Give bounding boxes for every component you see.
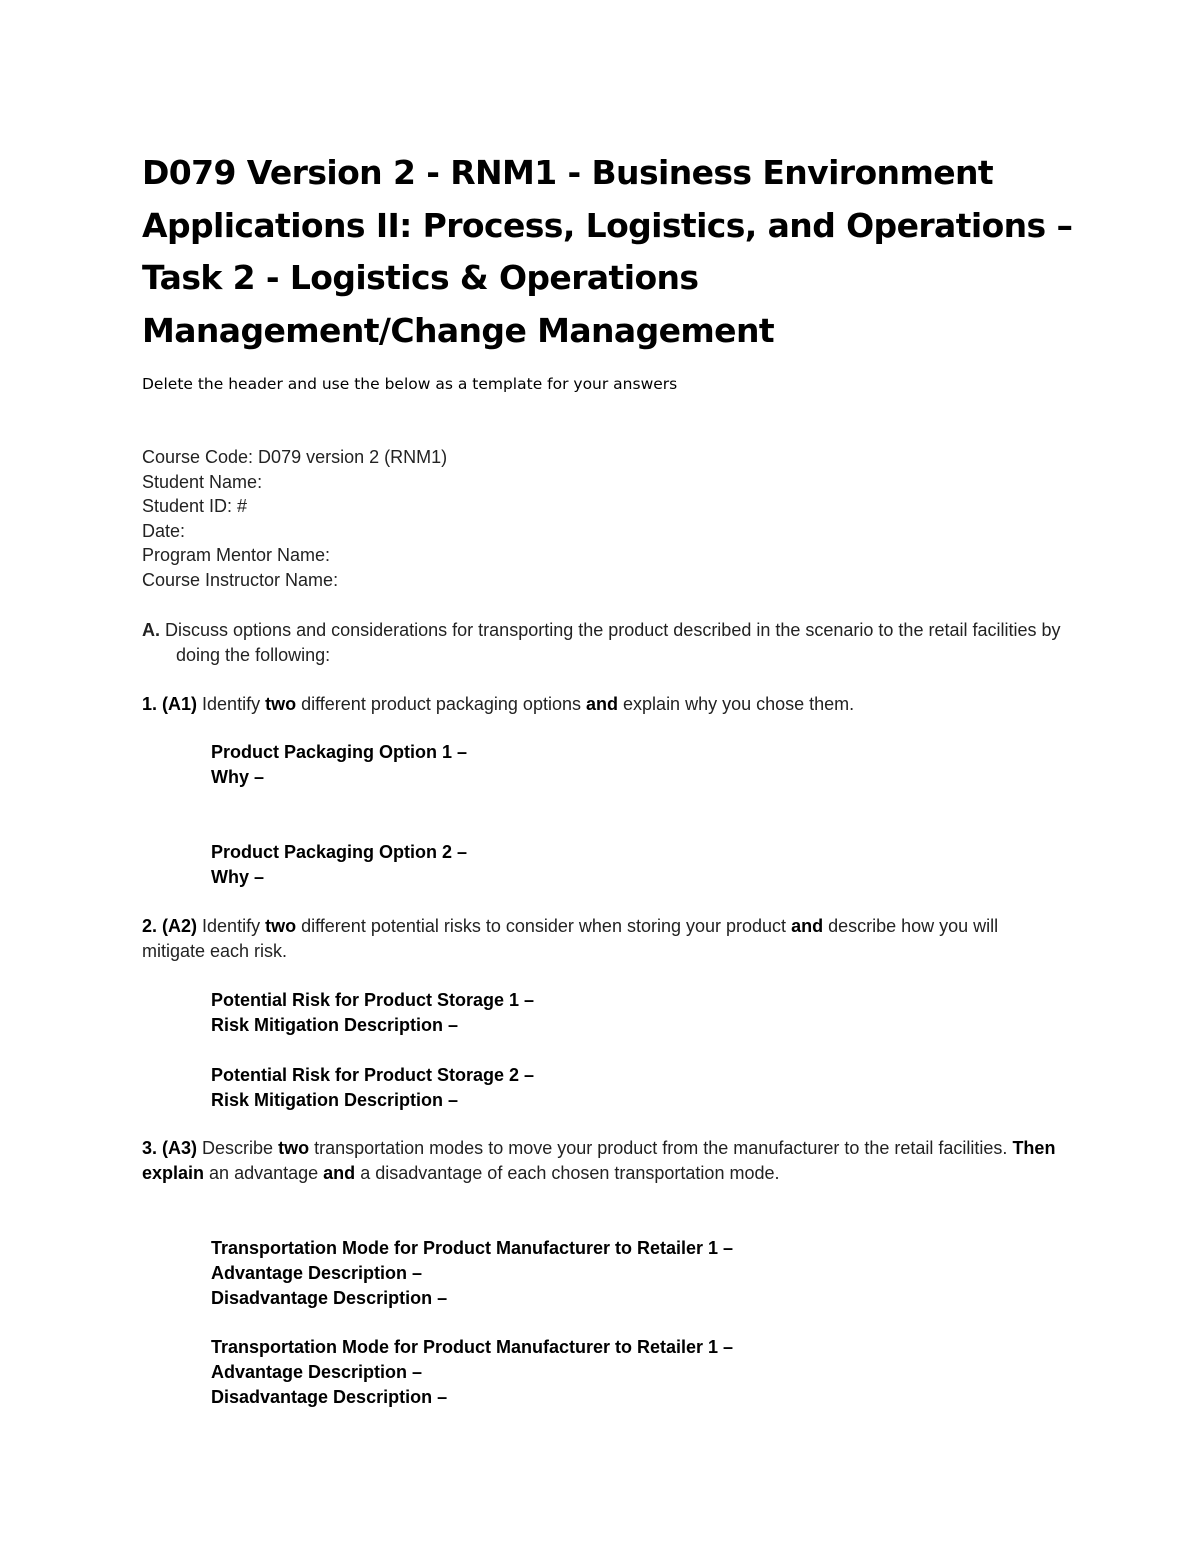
answer-field-label: Advantage Description –	[211, 1263, 423, 1283]
date-line: Date:	[142, 520, 186, 541]
answer-block-a3-mode2	[211, 1335, 733, 1410]
question-a2	[142, 914, 1062, 964]
course-code-line: Course Code: D079 version 2 (RNM1)	[142, 447, 448, 467]
emphasis-text: two	[265, 694, 297, 714]
title-line: D079 Version 2 - RNM1 - Business Environment	[142, 153, 994, 192]
question-label: 1. (A1)	[142, 694, 198, 714]
answer-field-label: Disadvantage Description –	[211, 1387, 448, 1407]
section-a-label: A.	[142, 620, 160, 640]
answer-field-label: Disadvantage Description –	[211, 1288, 448, 1308]
emphasis-text: and	[323, 1163, 356, 1183]
student-id-line: Student ID: #	[142, 496, 248, 516]
section-a-prompt	[142, 618, 1096, 668]
question-text: explain why you chose them.	[623, 694, 855, 714]
answer-field-label: Why –	[211, 767, 265, 787]
title-line: Task 2 - Logistics & Operations	[142, 258, 699, 297]
answer-field-label: Potential Risk for Product Storage 1 –	[211, 990, 535, 1010]
question-text: describe how you will mitigate each risk.	[142, 916, 999, 961]
question-text: different potential risks to consider when storing your product	[301, 916, 787, 936]
answer-field-label: Why –	[211, 867, 265, 887]
question-a1	[142, 692, 854, 717]
answer-block-a3-mode1	[211, 1236, 733, 1311]
question-text: a disadvantage of each chosen transportation mode.	[360, 1163, 780, 1183]
answer-field-label: Risk Mitigation Description –	[211, 1090, 459, 1110]
answer-field-label: Potential Risk for Product Storage 2 –	[211, 1065, 535, 1085]
answer-field-label: Advantage Description –	[211, 1362, 423, 1382]
document-title	[142, 147, 1142, 357]
answer-block-a1-option2	[211, 840, 467, 890]
answer-field-label: Product Packaging Option 1 –	[211, 742, 468, 762]
question-text: Describe	[202, 1138, 274, 1158]
title-line: Applications II: Process, Logistics, and Operations –	[142, 205, 1073, 245]
program-mentor-line: Program Mentor Name:	[142, 545, 331, 565]
section-a-text: Discuss options and considerations for transporting the product described in the scenario to the retail facilities by doing the following:	[165, 620, 1061, 665]
course-instructor-line: Course Instructor Name:	[142, 569, 339, 590]
student-name-line: Student Name:	[142, 471, 263, 492]
question-label: 3. (A3)	[142, 1138, 198, 1158]
question-text: an advantage	[209, 1163, 319, 1183]
question-text: Identify	[202, 916, 261, 936]
answer-block-a1-option1	[211, 740, 467, 790]
question-label: 2. (A2)	[142, 916, 198, 936]
student-info-block	[142, 445, 447, 592]
emphasis-text: Then explain	[142, 1138, 1056, 1183]
template-instruction: Delete the header and use the below as a template for your answers	[142, 375, 678, 393]
answer-field-label: Product Packaging Option 2 –	[211, 842, 468, 862]
emphasis-text: two	[265, 916, 297, 936]
title-line: Management/Change Management	[142, 310, 775, 350]
answer-field-label: Transportation Mode for Product Manufacturer to Retailer 1 –	[211, 1337, 734, 1357]
emphasis-text: two	[278, 1138, 310, 1158]
answer-field-label: Transportation Mode for Product Manufacturer to Retailer 1 –	[211, 1238, 734, 1258]
question-text: Identify	[202, 694, 261, 714]
answer-field-label: Risk Mitigation Description –	[211, 1015, 459, 1035]
emphasis-text: and	[791, 916, 824, 936]
question-text: transportation modes to move your product from the manufacturer to the retail facilities.	[314, 1138, 1008, 1158]
answer-block-a2-risk1	[211, 988, 534, 1038]
question-a3	[142, 1136, 1062, 1186]
emphasis-text: and	[586, 694, 619, 714]
answer-block-a2-risk2	[211, 1063, 534, 1113]
question-text: different product packaging options	[301, 694, 581, 714]
